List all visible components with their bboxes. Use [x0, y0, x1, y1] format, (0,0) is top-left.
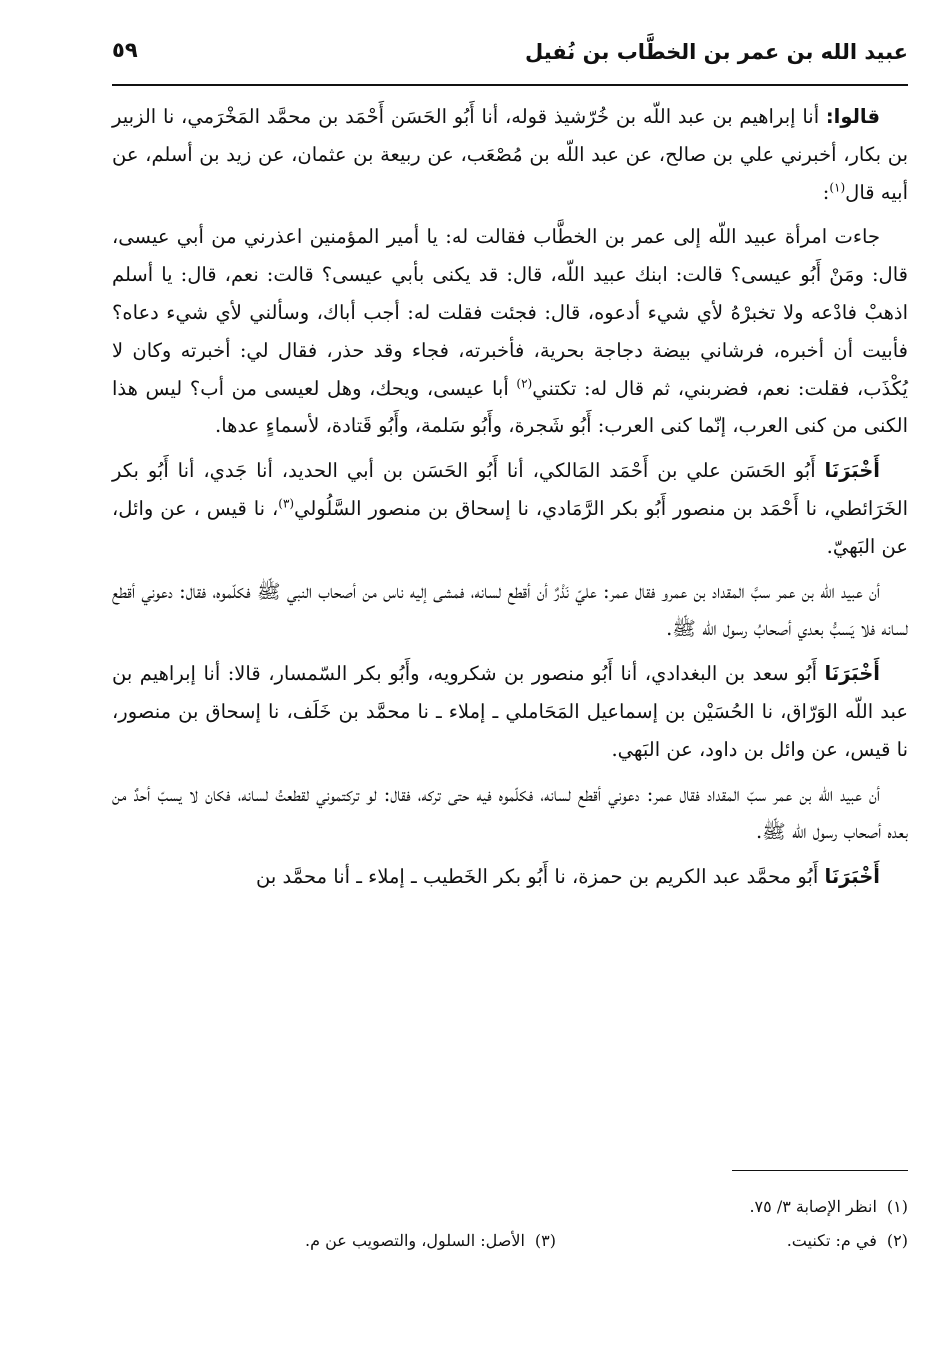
- narration-paragraph-3: [112, 776, 908, 852]
- isnad-paragraph-2: [112, 452, 908, 565]
- footnotes: [112, 1186, 908, 1266]
- paragraph-text: أَبُو سعد بن البغدادي، أنا أَبُو منصور بن شكرويه، وأَبُو بكر السّمسار، قالا: أنا إبراهيم بن عبد اللّه الوَرّاق، نا الحُسَيْن بن إسماعيل المَحَاملي ـ إملاء ـ نا محمَّد بن خَلَف، نا إسحاق بن منصور، نا قيس، عن وائل بن داود، عن البَهي.: [112, 662, 908, 761]
- paragraph-text: أَبُو محمَّد عبد الكريم بن حمزة، نا أَبُو بكر الخَطيب ـ إملاء ـ أنا محمَّد بن: [256, 865, 825, 889]
- paragraph-text: جاءت امرأة عبيد اللّه إلى عمر بن الخطَّاب فقالت له: يا أمير المؤمنين اعذرني من أبي عيسى، قال: ومَنْ أَبُو عيسى؟ قالت: ابنك عبيد اللّه، قال: قد يكنى بأبي عيسى؟ قالت: نعم، قال: يا أسلم اذهبْ فادْعه ولا تخبرْهُ لأي شيء أدعوه، قال: فجئت فقلت له: أجب أباك، وسألني لأي شيء دعاه؟ فأبيت أن أخبره، فرشاني بيضة دجاجة بحرية، فأخبرته، فجاء وقد حذر، فقال لي: أخبرته وكان لا يُكْذَب، فقلت: نعم، فضربني، ثم قال له: تكتني: [112, 225, 908, 400]
- narration-paragraph-2: [112, 573, 908, 649]
- paragraph-text: أَبُو الحَسَن علي بن أَحْمَد المَالكي، أنا أَبُو الحَسَن بن أبي الحديد، أنا جَدي، أنا أَبُو بكر الخَرَائطي، نا أَحْمَد بن منصور أَبُو بكر الرَّمَادي، نا إسحاق بن منصور السَّلُولي: [112, 459, 908, 520]
- footnote-ref-1[interactable]: (١): [829, 180, 846, 195]
- paragraph-lead: أَخْبَرَنَا: [824, 459, 880, 483]
- footnote-2: [787, 1226, 908, 1256]
- isnad-paragraph-1: [112, 98, 908, 211]
- paragraph-text: أنا إبراهيم بن عبد اللّه بن خُرّشيذ قوله، أنا أَبُو الحَسَن أَحْمَد بن محمَّد المَخْرَمي، نا الزبير بن بكار، أخبرني علي بن صالح، عن عبد اللّه بن مُصْعَب، عن ربيعة بن عثمان، عن زيد بن أسلم، عن أبيه قال: [112, 105, 908, 204]
- isnad-paragraph-3: [112, 655, 908, 768]
- paragraph-lead: أَخْبَرَنَا: [824, 662, 880, 686]
- paragraph-tail: ، نا قيس ، عن وائل، عن البَهيّ.: [112, 496, 908, 558]
- footnote-ref-3[interactable]: (٣): [278, 496, 295, 511]
- footnote-3: [305, 1226, 556, 1256]
- main-text: [112, 98, 908, 903]
- footnote-text: انظر الإصابة ٣/ ٧٥.: [749, 1197, 877, 1216]
- paragraph-lead: قالوا:: [825, 105, 880, 128]
- page-number: ٥٩: [112, 38, 138, 62]
- paragraph-text: أن عبيد اللّه بن عمر سبّ المقداد فقال عمر: دعوني أقطع لسانه، فكلّموه فيه حتى تركه، فقال: لو تركتموني لقطعتُ لسانه، فكان لا يسبّ أحدٌ من بعده أصحاب رسول الله ﷺ.: [112, 782, 908, 844]
- footnote-text: في م: تكنيت.: [786, 1231, 877, 1250]
- page-header: [112, 36, 908, 76]
- footnote-number: (١): [886, 1197, 908, 1216]
- footnote-number: (٢): [886, 1231, 908, 1250]
- footnotes-rule: [732, 1170, 908, 1171]
- isnad-paragraph-4: [112, 858, 908, 896]
- paragraph-text: أن عبيد اللّه بن عمر سبَّ المقداد بن عمرو فقال عمر: عليّ نَذْرٌ أن أقطع لسانه، فمشى إليه ناس من أصحاب النبي ﷺ فكلّموه، فقال: دعوني أقطع لسانه فلا يَسبُّ بعدي أصحابُ رسول الله ﷺ.: [112, 579, 908, 641]
- paragraph-tail: :: [822, 180, 830, 204]
- footnote-1: [749, 1192, 908, 1222]
- header-rule: [112, 84, 908, 86]
- footnote-number: (٣): [534, 1231, 556, 1250]
- paragraph-lead: أَخْبَرَنَا: [824, 865, 880, 889]
- narration-paragraph-1: [112, 218, 908, 445]
- paragraph-tail: أبا عيسى، ويحك، وهل لعيسى من أب؟ ليس هذا الكنى من كنى العرب، إنّما كنى العرب: أَبُو شَجرة، وأَبُو سَلمة، وأَبُو قَتادة، لأسماءٍ عدها.: [112, 376, 908, 438]
- running-title: عبيد الله بن عمر بن الخطَّاب بن نُفيل: [524, 40, 908, 64]
- footnote-text: الأصل: السلول، والتصويب عن م.: [305, 1231, 525, 1250]
- footnote-ref-2[interactable]: (٢): [516, 376, 533, 391]
